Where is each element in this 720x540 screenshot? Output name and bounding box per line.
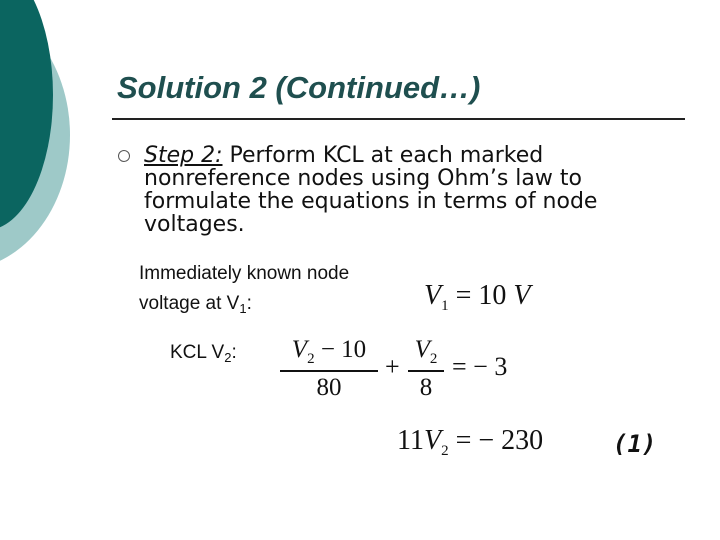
title-divider: [112, 118, 685, 120]
step-text: Perform KCL at each marked nonreference nodes using Ohm’s law to formulate the equations in terms of node voltages.: [144, 143, 598, 237]
step-label: Step 2:: [144, 143, 223, 168]
kcl-label: KCL $V_2$:: [170, 342, 237, 365]
kcl-rhs: = − 3: [452, 352, 508, 381]
known-voltage-label: [139, 259, 349, 324]
slide-title: Solution 2 (Continued…): [117, 70, 481, 105]
kcl-fraction-1: $V_2 - 10$ 80: [280, 336, 378, 402]
equation-result: $11V_2$ = − 230: [397, 425, 544, 459]
kcl-plus: +: [385, 352, 400, 381]
step-paragraph: [144, 144, 674, 236]
known-line-1: Immediately known node: [139, 263, 350, 284]
equation-number: (1): [613, 430, 657, 458]
equation-v1: $V_1 = 10$ V: [424, 280, 531, 314]
bullet-circle-icon: [118, 150, 130, 162]
known-line-2: voltage at $V_1$:: [139, 293, 252, 316]
kcl-fraction-2: $V_2$ 8: [408, 336, 444, 402]
